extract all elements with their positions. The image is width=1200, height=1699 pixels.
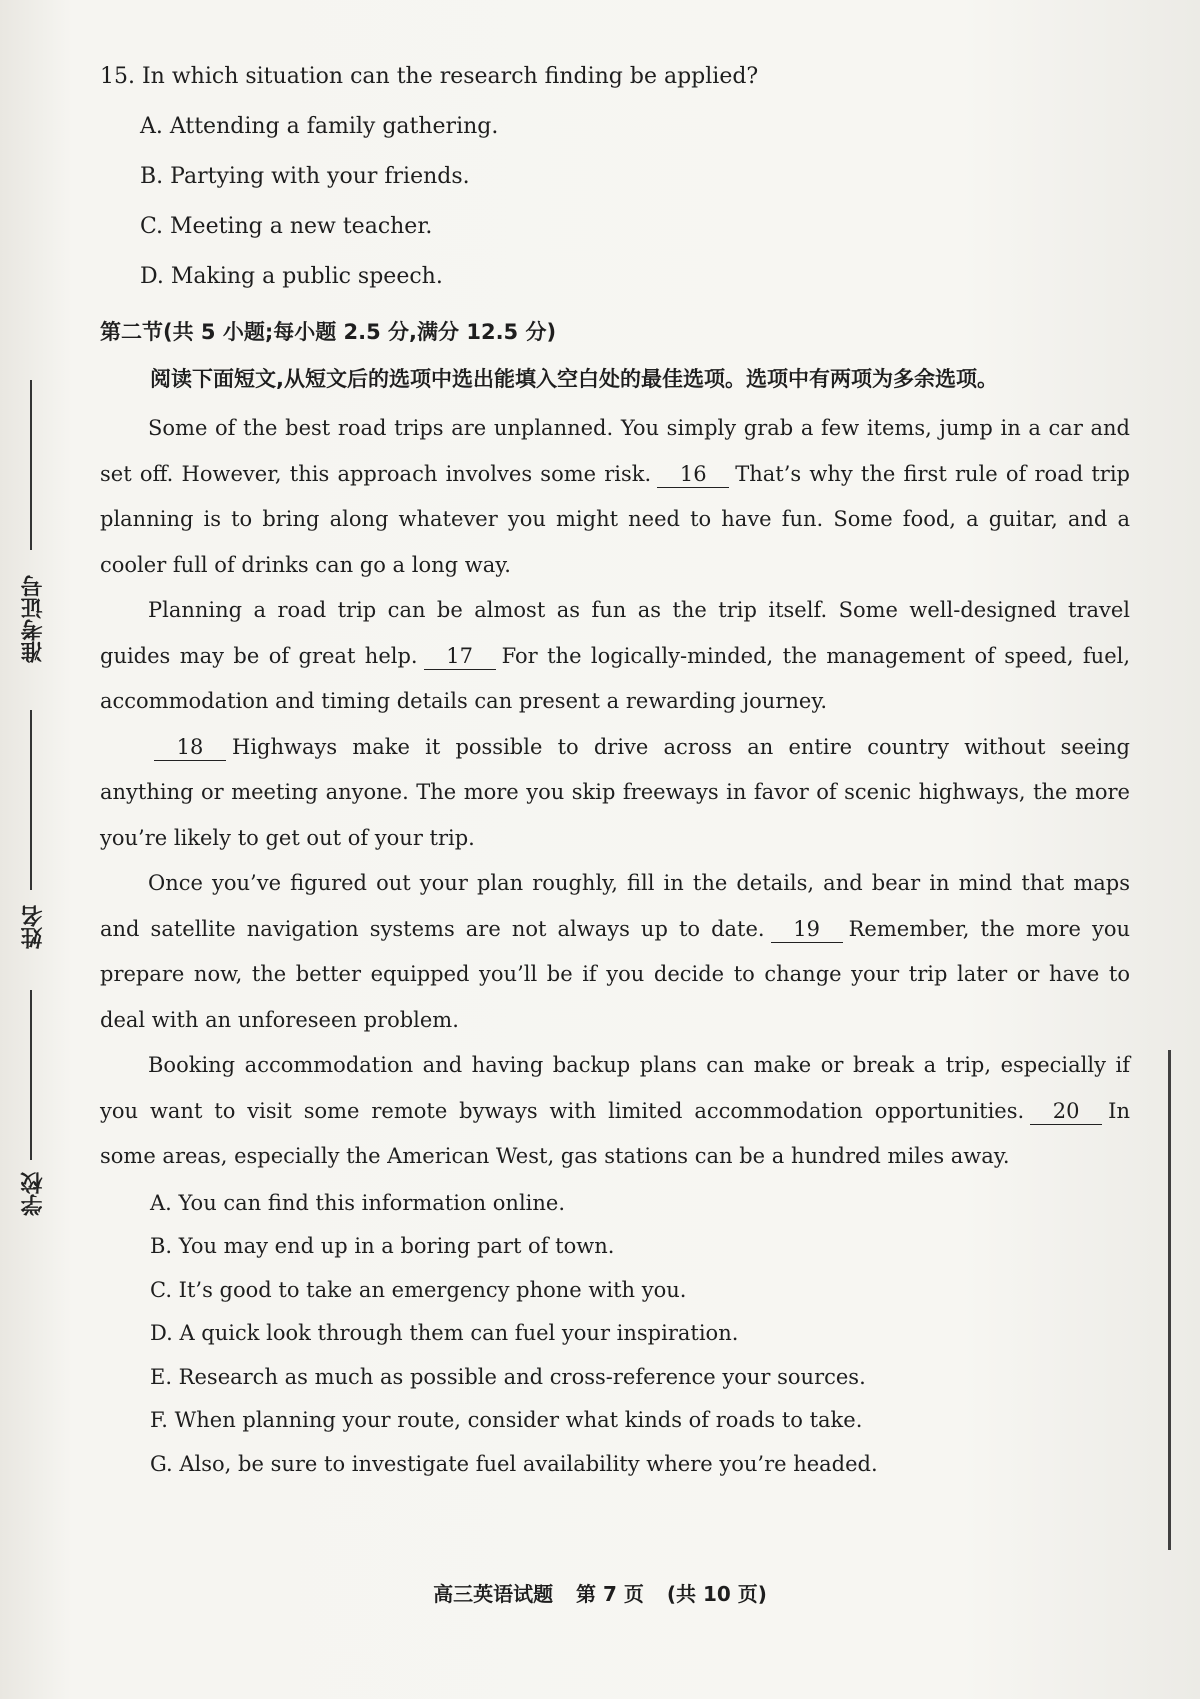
footer-page-number: 第 7 页 bbox=[576, 1582, 644, 1606]
passage-p1-text-b: That’s why the first rule of road trip planning is to bring along whatever you might need to have fun. Some food, a guitar, and a cooler full of drinks can go a long way. bbox=[100, 461, 1130, 577]
passage-p4-text-b: Remember, the more you prepare now, the better equipped you’ll be if you decide to change your trip later or have to deal with an unforeseen problem. bbox=[100, 916, 1130, 1032]
answer-option-c: C. It’s good to take an emergency phone with you. bbox=[150, 1277, 687, 1302]
blank-19: 19 bbox=[771, 916, 843, 943]
passage-p5-text-b: In some areas, especially the American West, gas stations can be a hundred miles away. bbox=[100, 1098, 1130, 1168]
passage-paragraph-4 bbox=[100, 861, 1130, 1043]
question-15-option-a: A. Attending a family gathering. bbox=[140, 114, 499, 139]
exam-id-field bbox=[8, 380, 68, 710]
footer-total-pages: (共 10 页) bbox=[666, 1582, 767, 1606]
exam-content bbox=[100, 52, 1130, 1486]
blank-17: 17 bbox=[424, 643, 496, 670]
answer-option-e: E. Research as much as possible and cross-reference your sources. bbox=[150, 1364, 866, 1389]
question-15-option-d: D. Making a public speech. bbox=[140, 264, 443, 289]
blank-20: 20 bbox=[1030, 1098, 1102, 1125]
binding-margin bbox=[8, 380, 68, 1330]
question-15 bbox=[100, 52, 1130, 302]
school-field bbox=[8, 990, 68, 1330]
answer-option-b: B. You may end up in a boring part of town. bbox=[150, 1234, 615, 1258]
name-label: 姓名 bbox=[21, 905, 46, 949]
exam-id-line bbox=[30, 380, 32, 550]
footer-subject: 高三英语试题 bbox=[433, 1582, 554, 1606]
passage-paragraph-1 bbox=[100, 406, 1130, 588]
passage-p2-text-a: Planning a road trip can be almost as fun as the trip itself. Some well-designed travel guides may be of great help. bbox=[100, 598, 1130, 668]
answer-option-g: G. Also, be sure to investigate fuel availability where you’re headed. bbox=[150, 1451, 878, 1476]
reading-passage bbox=[100, 406, 1130, 1180]
answer-options bbox=[100, 1182, 1130, 1487]
passage-p3-text: Highways make it possible to drive across an entire country without seeing anything or meeting anyone. The more you skip freeways in favor of scenic highways, the more you’re likely to get out of your trip. bbox=[100, 734, 1130, 850]
section-2-instruction: 阅读下面短文,从短文后的选项中选出能填入空白处的最佳选项。选项中有两项为多余选项。 bbox=[150, 367, 998, 391]
answer-option-a: A. You can find this information online. bbox=[150, 1190, 566, 1215]
name-field bbox=[8, 710, 68, 970]
name-line bbox=[30, 710, 32, 890]
exam-id-label: 准考证号 bbox=[21, 575, 46, 663]
passage-p5-text-a: Booking accommodation and having backup plans can make or break a trip, especially if you want to visit some remote byways with limited accommodation opportunities. bbox=[100, 1053, 1130, 1123]
blank-18: 18 bbox=[154, 734, 226, 761]
school-label: 学校 bbox=[21, 1172, 46, 1216]
passage-paragraph-2 bbox=[100, 588, 1130, 725]
passage-p2-text-b: For the logically-minded, the management of speed, fuel, accommodation and timing details can present a rewarding journey. bbox=[100, 643, 1131, 713]
passage-paragraph-3 bbox=[100, 725, 1130, 862]
question-15-option-c: C. Meeting a new teacher. bbox=[140, 214, 433, 239]
school-line bbox=[30, 990, 32, 1160]
question-15-stem: 15. In which situation can the research finding be applied? bbox=[100, 64, 759, 89]
question-15-option-b: B. Partying with your friends. bbox=[140, 164, 470, 189]
section-2-title: 第二节(共 5 小题;每小题 2.5 分,满分 12.5 分) bbox=[100, 320, 557, 344]
passage-paragraph-5 bbox=[100, 1043, 1130, 1180]
passage-p1-text-a: Some of the best road trips are unplanned. You simply grab a few items, jump in a car and set off. However, this approach involves some risk. bbox=[100, 416, 1130, 486]
passage-p4-text-a: Once you’ve figured out your plan roughly, fill in the details, and bear in mind that maps and satellite navigation systems are not always up to date. bbox=[100, 871, 1130, 941]
blank-16: 16 bbox=[657, 461, 729, 488]
answer-option-f: F. When planning your route, consider what kinds of roads to take. bbox=[150, 1408, 863, 1432]
page-footer bbox=[0, 1578, 1200, 1607]
margin-rule bbox=[1168, 1050, 1171, 1550]
answer-option-d: D. A quick look through them can fuel your inspiration. bbox=[150, 1321, 739, 1345]
